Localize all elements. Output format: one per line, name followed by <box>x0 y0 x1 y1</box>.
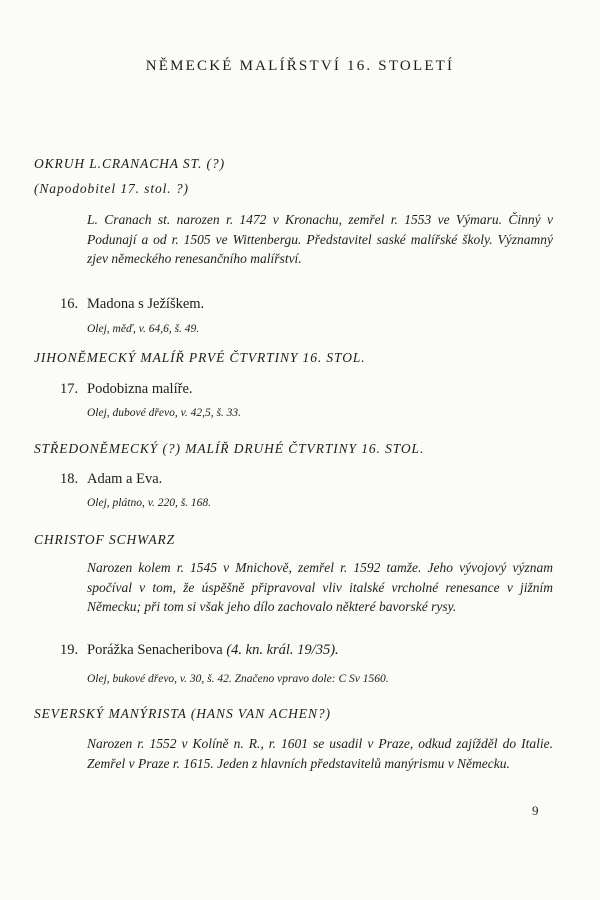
item-reference: (4. kn. král. 19/35). <box>226 642 339 658</box>
item-title: Adam a Eva. <box>87 471 163 487</box>
item-title: Porážka Senacheribova <box>87 642 223 658</box>
item-details: Olej, bukové dřevo, v. 30, š. 42. Značeno vpravo dole: C Sv 1560. <box>87 673 389 685</box>
item-details: Olej, dubové dřevo, v. 42,5, š. 33. <box>87 407 242 419</box>
item-number: 19. <box>60 642 79 658</box>
catalog-item <box>60 296 204 313</box>
section-heading: OKRUH L.CRANACHA ST. (?) <box>34 156 225 171</box>
page-title: NĚMECKÉ MALÍŘSTVÍ 16. STOLETÍ <box>145 58 455 74</box>
catalog-item <box>60 471 162 488</box>
item-number: 16. <box>60 296 79 312</box>
section-heading: JIHONĚMECKÝ MALÍŘ PRVÉ ČTVRTINY 16. STOL. <box>34 350 366 365</box>
section-heading: CHRISTOF SCHWARZ <box>34 532 176 547</box>
item-details: Olej, měď, v. 64,6, š. 49. <box>87 323 200 335</box>
item-number: 18. <box>60 471 79 487</box>
artist-bio: L. Cranach st. narozen r. 1472 v Kronachu, zemřel r. 1553 ve Výmaru. Činný v Podunají a od r. 1505 ve Wittenbergu. Představitel saské malířské školy. Významný zjev německého renesančního malířství. <box>87 212 553 266</box>
item-number: 17. <box>60 381 79 397</box>
item-title: Madona s Ježíškem. <box>87 296 205 312</box>
section-heading: STŘEDONĚMECKÝ (?) MALÍŘ DRUHÉ ČTVRTINY 16. STOL. <box>34 441 425 456</box>
item-title: Podobizna malíře. <box>87 381 193 397</box>
page-number: 9 <box>532 803 539 818</box>
catalog-item <box>60 381 193 398</box>
section-heading: SEVERSKÝ MANÝRISTA (HANS VAN ACHEN?) <box>34 706 331 721</box>
item-details: Olej, plátno, v. 220, š. 168. <box>87 497 212 509</box>
artist-bio: Narozen r. 1552 v Kolíně n. R., r. 1601 se usadil v Praze, odkud zajížděl do Italie. Zemřel v Praze r. 1615. Jeden z hlavních představitelů manýrismu v Německu. <box>87 736 553 771</box>
artist-bio: Narozen kolem r. 1545 v Mnichově, zemřel r. 1592 tamže. Jeho vývojový význam spočíval v tom, že úspěšně připravoval vliv italské vrcholné renesance v jižním Německu; při tom si však jeho dílo zachovalo některé bavorské rysy. <box>87 560 553 614</box>
section-subheading: (Napodobitel 17. stol. ?) <box>34 181 189 196</box>
catalog-item <box>60 642 339 659</box>
